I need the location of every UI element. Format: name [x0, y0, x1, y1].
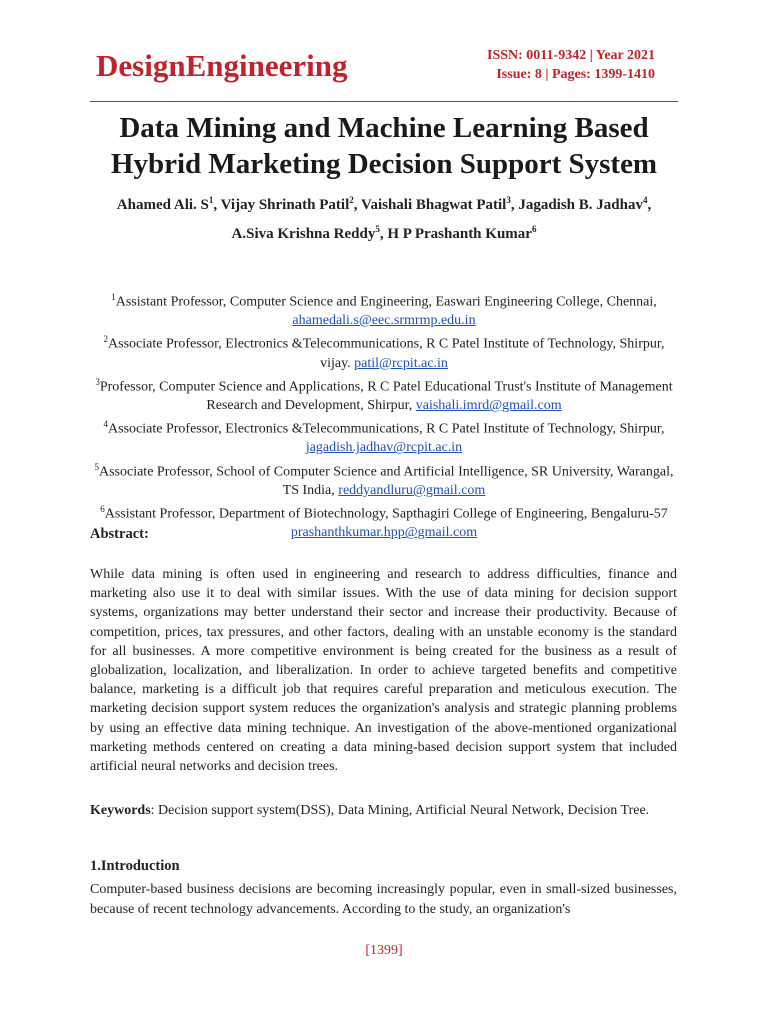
- author-affiliation-marker: 2: [349, 195, 354, 205]
- affiliation-text: Professor, Computer Science and Applications, R C Patel Educational Trust's Institute of Management Research and Development, Shirpur,: [99, 379, 673, 413]
- author-name: H P Prashanth Kumar: [387, 226, 532, 242]
- introduction-heading: 1.Introduction: [90, 858, 180, 874]
- author-affiliation-marker: 6: [531, 224, 537, 234]
- affiliation-item: [92, 415, 676, 457]
- author-separator: ,: [510, 197, 519, 213]
- author-name: Vijay Shrinath Patil: [220, 197, 350, 213]
- affiliation-text: Assistant Professor, Computer Science and Engineering, Easwari Engineering College, Chennai,: [115, 294, 657, 310]
- affiliation-item: [92, 458, 676, 500]
- affiliation-marker: 4: [103, 419, 109, 430]
- affiliation-item: [92, 373, 676, 415]
- affiliation-item: [92, 330, 676, 372]
- affiliation-text: Associate Professor, Electronics &Telecommunications, R C Patel Institute of Technology, Shirpur, vijay.: [108, 337, 665, 371]
- author-name: Jagadish B. Jadhav: [518, 197, 643, 213]
- introduction-body: Computer-based business decisions are becoming increasingly popular, even in small-sized businesses, because of recent technology advancements. According to the study, an organization's: [90, 882, 677, 917]
- affiliation-email-link[interactable]: vaishali.imrd@gmail.com: [415, 398, 562, 413]
- issue-line: Issue: 8 | Pages: 1399-1410: [496, 67, 655, 82]
- author-affiliation-marker: 3: [506, 195, 511, 205]
- author-separator: ,: [353, 197, 361, 213]
- header-divider: [90, 101, 678, 102]
- title-line: Hybrid Marketing Decision Support System: [110, 148, 658, 180]
- affiliation-text: Associate Professor, School of Computer Science and Artificial Intelligence, SR University, Warangal, TS India,: [98, 464, 674, 498]
- keywords: [90, 800, 677, 821]
- page-number: [1399]: [365, 943, 403, 958]
- author-separator: ,: [647, 197, 652, 213]
- affiliation-text: Associate Professor, Electronics &Telecommunications, R C Patel Institute of Technology, Shirpur,: [108, 422, 665, 438]
- author-name: Ahamed Ali. S: [116, 197, 209, 213]
- abstract-heading: Abstract:: [90, 526, 149, 542]
- author-list: [100, 188, 668, 246]
- affiliation-marker: 1: [111, 292, 116, 302]
- author-affiliation-marker: 4: [642, 195, 648, 205]
- issn-block: [487, 46, 655, 84]
- issn-line: ISSN: 0011-9342 | Year 2021: [487, 48, 655, 63]
- affiliation-email-link[interactable]: prashanthkumar.hpp@gmail.com: [290, 525, 478, 541]
- affiliation-marker: 3: [95, 376, 100, 387]
- affiliation-email-link[interactable]: jagadish.jadhav@rcpit.ac.in: [305, 440, 463, 456]
- author-name: A.Siva Krishna Reddy: [231, 226, 376, 242]
- journal-name: DesignEngineering: [96, 48, 348, 83]
- abstract-body: While data mining is often used in engineering and research to address difficulties, finance and marketing also use it to deal with similar issues. With the use of data mining for decision support systems, organizations may better understand their sector and increase their productivity. Because of competition, prices, tax pressures, and other factors, dealing with an unstable economy is the standard for all businesses. A more competitive environment is being created for the business as a result of globalization, localization, and liberalization. In order to achieve targeted benefits and competitive balance, marketing is a difficult job that requires careful preparation and meticulous execution. The marketing decision support system reduces the organization's analysis and strategic planning problems by using an effective data mining technique. An investigation of the above-mentioned organizational marketing methods centered on creating a data mining-based decision support system that included artificial neural networks and decision trees.: [90, 567, 677, 775]
- author-separator: ,: [213, 197, 221, 213]
- affiliation-email-link[interactable]: reddyandluru@gmail.com: [338, 482, 486, 498]
- affiliation-marker: 6: [100, 504, 105, 515]
- author-separator: ,: [379, 226, 388, 242]
- affiliation-email-link[interactable]: patil@rcpit.ac.in: [354, 355, 448, 371]
- affiliation-marker: 5: [94, 461, 99, 472]
- author-affiliation-marker: 5: [375, 224, 380, 234]
- affiliation-item: [92, 288, 676, 330]
- affiliation-text: Assistant Professor, Department of Biotechnology, Sapthagiri College of Engineering, Bengaluru-57: [104, 507, 668, 522]
- keywords-label: Keywords: [90, 803, 151, 818]
- title-line: Data Mining and Machine Learning Based: [119, 112, 649, 144]
- keywords-text: : Decision support system(DSS), Data Mining, Artificial Neural Network, Decision Tree.: [150, 803, 650, 818]
- author-name: Vaishali Bhagwat Patil: [361, 197, 507, 213]
- affiliation-email-link[interactable]: ahamedali.s@eec.srmrmp.edu.in: [292, 313, 476, 329]
- affiliation-marker: 2: [103, 334, 109, 345]
- affiliation-item: [92, 500, 676, 542]
- paper-title: [80, 110, 688, 182]
- affiliation-list: [92, 288, 676, 543]
- author-affiliation-marker: 1: [208, 195, 214, 205]
